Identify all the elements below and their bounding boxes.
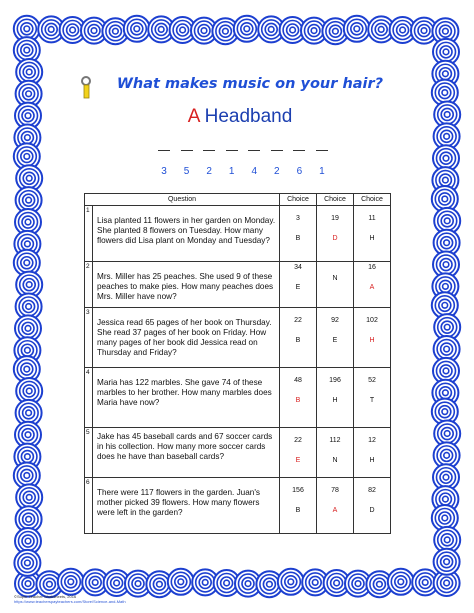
code-digit: 1 bbox=[319, 166, 325, 177]
code-digit: 6 bbox=[296, 166, 303, 177]
choice-cell bbox=[280, 428, 317, 478]
choice-value: 82 bbox=[368, 487, 376, 494]
choice-cell bbox=[317, 262, 354, 308]
header-choice: Choice bbox=[280, 194, 317, 206]
swirl-circle bbox=[14, 550, 40, 576]
answer-phrase bbox=[150, 106, 330, 128]
swirl-circle bbox=[388, 569, 414, 595]
answer-first-letter: A bbox=[187, 106, 200, 127]
blank-line bbox=[271, 150, 283, 151]
choice-cell bbox=[317, 308, 354, 368]
choice-value: 12 bbox=[368, 437, 376, 444]
choice-cell bbox=[354, 308, 391, 368]
choice-letter: D bbox=[332, 235, 338, 242]
choice-letter: N bbox=[332, 275, 338, 282]
answer-rest: Headband bbox=[199, 106, 293, 127]
question-text: Jessica read 65 pages of her book on Thursday. She read 37 pages of her book on Friday. How many pages of her book did Jessica read on Thursday and Friday? bbox=[93, 308, 280, 368]
choice-value: 102 bbox=[366, 317, 378, 324]
choice-value: 22 bbox=[294, 437, 302, 444]
footer-store-link[interactable]: https://www.teacherspayteachers.com/Store/Science-and-Math bbox=[14, 599, 126, 604]
choice-cell bbox=[354, 428, 391, 478]
choice-letter: E bbox=[332, 337, 338, 344]
header-choice: Choice bbox=[354, 194, 391, 206]
choice-cell bbox=[354, 262, 391, 308]
choice-cell bbox=[317, 478, 354, 534]
choice-cell bbox=[280, 478, 317, 534]
code-digit: 2 bbox=[206, 166, 212, 177]
choice-letter: A bbox=[332, 507, 338, 514]
choice-cell bbox=[354, 478, 391, 534]
choice-letter: H bbox=[332, 397, 338, 404]
footer-copyright: ©Super Teacher Worksheets, 2016 bbox=[14, 594, 77, 599]
choice-cell bbox=[280, 206, 317, 262]
choice-cell bbox=[280, 308, 317, 368]
choice-letter: D bbox=[369, 507, 375, 514]
choice-value: 16 bbox=[368, 264, 376, 271]
blank-line bbox=[316, 150, 328, 151]
paperclip-icon bbox=[80, 74, 94, 100]
choice-value: 52 bbox=[368, 377, 376, 384]
code-digit: 5 bbox=[183, 166, 190, 177]
code-digit: 1 bbox=[228, 166, 235, 177]
swirl-circle bbox=[234, 16, 260, 42]
code-digit: 3 bbox=[161, 166, 167, 177]
table-row bbox=[85, 478, 391, 534]
choice-cell bbox=[354, 206, 391, 262]
question-number: 4 bbox=[85, 368, 93, 428]
swirl-circle bbox=[434, 549, 460, 575]
swirl-circle bbox=[58, 569, 84, 595]
page-title: What makes music on your hair? bbox=[116, 76, 384, 92]
table-row bbox=[85, 206, 391, 262]
choice-letter: H bbox=[369, 235, 375, 242]
choice-letter: E bbox=[295, 284, 301, 291]
choice-value: 11 bbox=[368, 215, 376, 222]
choice-cell bbox=[354, 368, 391, 428]
choice-value: 19 bbox=[331, 215, 339, 222]
choice-cell bbox=[317, 368, 354, 428]
table-row bbox=[85, 262, 391, 308]
code-digit: 2 bbox=[274, 166, 280, 177]
header-choice: Choice bbox=[317, 194, 354, 206]
choice-value: 196 bbox=[329, 377, 341, 384]
choice-letter: B bbox=[295, 235, 301, 242]
blank-line bbox=[203, 150, 215, 151]
choice-value: 34 bbox=[294, 264, 302, 271]
blank-line bbox=[158, 150, 170, 151]
choice-cell bbox=[280, 262, 317, 308]
choice-letter: A bbox=[369, 284, 375, 291]
code-digit: 4 bbox=[251, 166, 258, 177]
choice-value: 22 bbox=[294, 317, 302, 324]
choice-letter: H bbox=[369, 337, 375, 344]
code-digits bbox=[158, 166, 328, 177]
blank-line bbox=[181, 150, 193, 151]
choice-cell bbox=[280, 368, 317, 428]
table-row bbox=[85, 368, 391, 428]
swirl-circle bbox=[344, 16, 370, 42]
swirl-circle bbox=[278, 569, 304, 595]
blank-line bbox=[293, 150, 305, 151]
blank-line bbox=[248, 150, 260, 151]
question-text: Jake has 45 baseball cards and 67 soccer cards in his collection. How many more soccer cards does he have than baseball cards? bbox=[93, 428, 280, 478]
question-text: There were 117 flowers in the garden. Juan's mother picked 39 flowers. How many flowers were left in the garden? bbox=[93, 478, 280, 534]
choice-value: 112 bbox=[329, 437, 341, 444]
choice-letter: N bbox=[332, 457, 338, 464]
word-problem-table bbox=[84, 193, 391, 534]
swirl-circle bbox=[168, 569, 194, 595]
answer-blanks bbox=[158, 150, 328, 151]
table-header-row bbox=[85, 194, 391, 206]
choice-letter: B bbox=[295, 337, 301, 344]
question-text: Lisa planted 11 flowers in her garden on Monday. She planted 8 flowers on Tuesday. How many flowers did Lisa plant on Monday and Tuesday? bbox=[93, 206, 280, 262]
choice-letter: B bbox=[295, 507, 301, 514]
question-text: Mrs. Miller has 25 peaches. She used 9 of these peaches to make pies. How many peaches does Mrs. Miller have now? bbox=[93, 262, 280, 308]
choice-letter: E bbox=[295, 457, 301, 464]
blank-line bbox=[226, 150, 238, 151]
footer-credits bbox=[14, 594, 126, 604]
choice-letter: H bbox=[369, 457, 375, 464]
question-number: 5 bbox=[85, 428, 93, 478]
choice-value: 92 bbox=[331, 317, 339, 324]
choice-letter: B bbox=[295, 397, 301, 404]
table-row bbox=[85, 308, 391, 368]
choice-letter: T bbox=[369, 397, 375, 404]
question-number: 3 bbox=[85, 308, 93, 368]
choice-value: 156 bbox=[292, 487, 304, 494]
question-number: 1 bbox=[85, 206, 93, 262]
question-number: 2 bbox=[85, 262, 93, 308]
choice-value: 78 bbox=[331, 487, 339, 494]
question-number: 6 bbox=[85, 478, 93, 534]
choice-cell bbox=[317, 428, 354, 478]
table-row bbox=[85, 428, 391, 478]
choice-value: 48 bbox=[294, 377, 302, 384]
swirl-circle bbox=[124, 16, 150, 42]
choice-cell bbox=[317, 206, 354, 262]
choice-value: 3 bbox=[296, 215, 300, 222]
header-question: Question bbox=[85, 194, 280, 206]
question-text: Maria has 122 marbles. She gave 74 of these marbles to her brother. How many marbles does Maria have now? bbox=[93, 368, 280, 428]
